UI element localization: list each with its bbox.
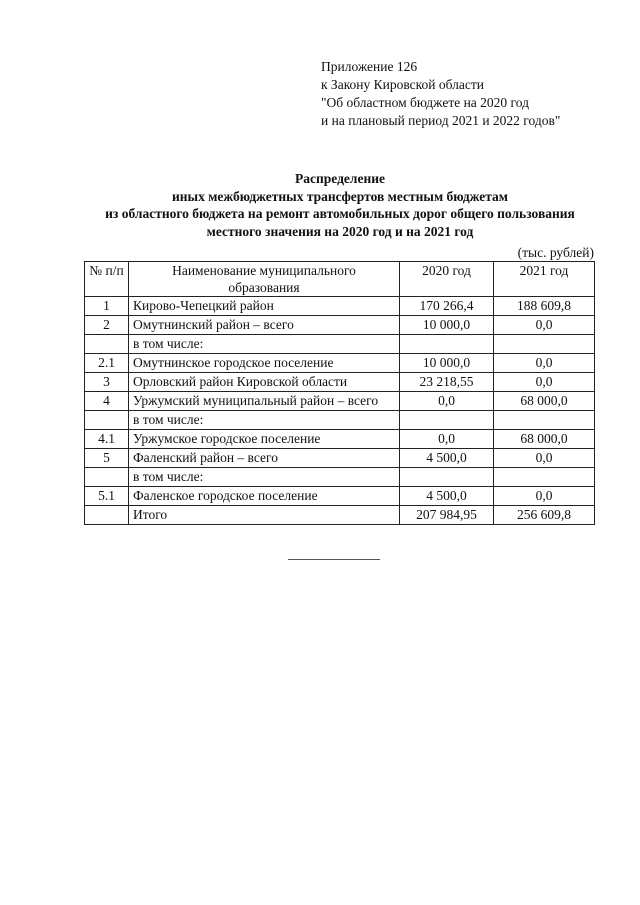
row-2020: 23 218,55 (400, 373, 494, 392)
row-2021: 0,0 (494, 487, 595, 506)
row-num: 3 (85, 373, 129, 392)
row-2021 (494, 411, 595, 430)
row-name: Уржумский муниципальный район – всего (129, 392, 400, 411)
row-2021: 0,0 (494, 354, 595, 373)
row-2020 (400, 411, 494, 430)
transfers-table (84, 261, 595, 525)
row-2021: 68 000,0 (494, 392, 595, 411)
row-2021: 68 000,0 (494, 430, 595, 449)
appendix-line: к Закону Кировской области (321, 77, 485, 92)
row-num: 2.1 (85, 354, 129, 373)
row-2021: 188 609,8 (494, 297, 595, 316)
row-2020: 0,0 (400, 392, 494, 411)
table-row (85, 411, 595, 430)
row-name: Омутнинское городское поселение (129, 354, 400, 373)
row-2020: 10 000,0 (400, 354, 494, 373)
row-2020: 10 000,0 (400, 316, 494, 335)
table-row (85, 392, 595, 411)
row-2020: 0,0 (400, 430, 494, 449)
units-label: (тыс. рублей) (517, 245, 594, 260)
row-num: 1 (85, 297, 129, 316)
end-divider (288, 559, 380, 560)
table-row (85, 487, 595, 506)
row-num (85, 335, 129, 354)
row-2020 (400, 468, 494, 487)
row-num: 5.1 (85, 487, 129, 506)
appendix-line: и на плановый период 2021 и 2022 годов" (321, 113, 561, 128)
appendix-line: "Об областном бюджете на 2020 год (321, 95, 529, 110)
table-row (85, 449, 595, 468)
row-2021: 0,0 (494, 316, 595, 335)
row-2021 (494, 335, 595, 354)
row-2021: 0,0 (494, 373, 595, 392)
row-2020: 4 500,0 (400, 487, 494, 506)
title-line: местного значения на 2020 год и на 2021 год (206, 223, 474, 239)
row-name: Фаленское городское поселение (129, 487, 400, 506)
header-name: Наименование муниципального образования (129, 262, 400, 297)
row-num: 5 (85, 449, 129, 468)
table-row (85, 297, 595, 316)
table-row (85, 468, 595, 487)
row-name: Орловский район Кировской области (129, 373, 400, 392)
table-row (85, 316, 595, 335)
title-line: иных межбюджетных трансфертов местным бюджетам (172, 188, 508, 204)
row-name: в том числе: (129, 335, 400, 354)
table-row (85, 430, 595, 449)
table-row (85, 506, 595, 525)
row-2020: 4 500,0 (400, 449, 494, 468)
table-row (85, 354, 595, 373)
appendix-line: Приложение 126 (321, 59, 418, 74)
table-header-row (85, 262, 595, 297)
row-num (85, 411, 129, 430)
row-2021: 256 609,8 (494, 506, 595, 525)
row-name: Кирово-Чепецкий район (129, 297, 400, 316)
row-num: 2 (85, 316, 129, 335)
row-2021: 0,0 (494, 449, 595, 468)
row-num (85, 506, 129, 525)
header-num: № п/п (85, 262, 129, 297)
row-2020: 207 984,95 (400, 506, 494, 525)
title-line: из областного бюджета на ремонт автомобильных дорог общего пользования (105, 206, 575, 221)
header-2021: 2021 год (494, 262, 595, 297)
document-title (60, 170, 620, 240)
row-2021 (494, 468, 595, 487)
row-name: Фаленский район – всего (129, 449, 400, 468)
header-2020: 2020 год (400, 262, 494, 297)
row-name: Омутнинский район – всего (129, 316, 400, 335)
title-line: Распределение (294, 171, 386, 186)
appendix-block (321, 58, 560, 130)
row-name: Уржумское городское поселение (129, 430, 400, 449)
row-name: Итого (129, 506, 400, 525)
row-2020 (400, 335, 494, 354)
row-num (85, 468, 129, 487)
row-2020: 170 266,4 (400, 297, 494, 316)
row-num: 4.1 (85, 430, 129, 449)
row-num: 4 (85, 392, 129, 411)
table-row (85, 373, 595, 392)
row-name: в том числе: (129, 411, 400, 430)
row-name: в том числе: (129, 468, 400, 487)
table-row (85, 335, 595, 354)
